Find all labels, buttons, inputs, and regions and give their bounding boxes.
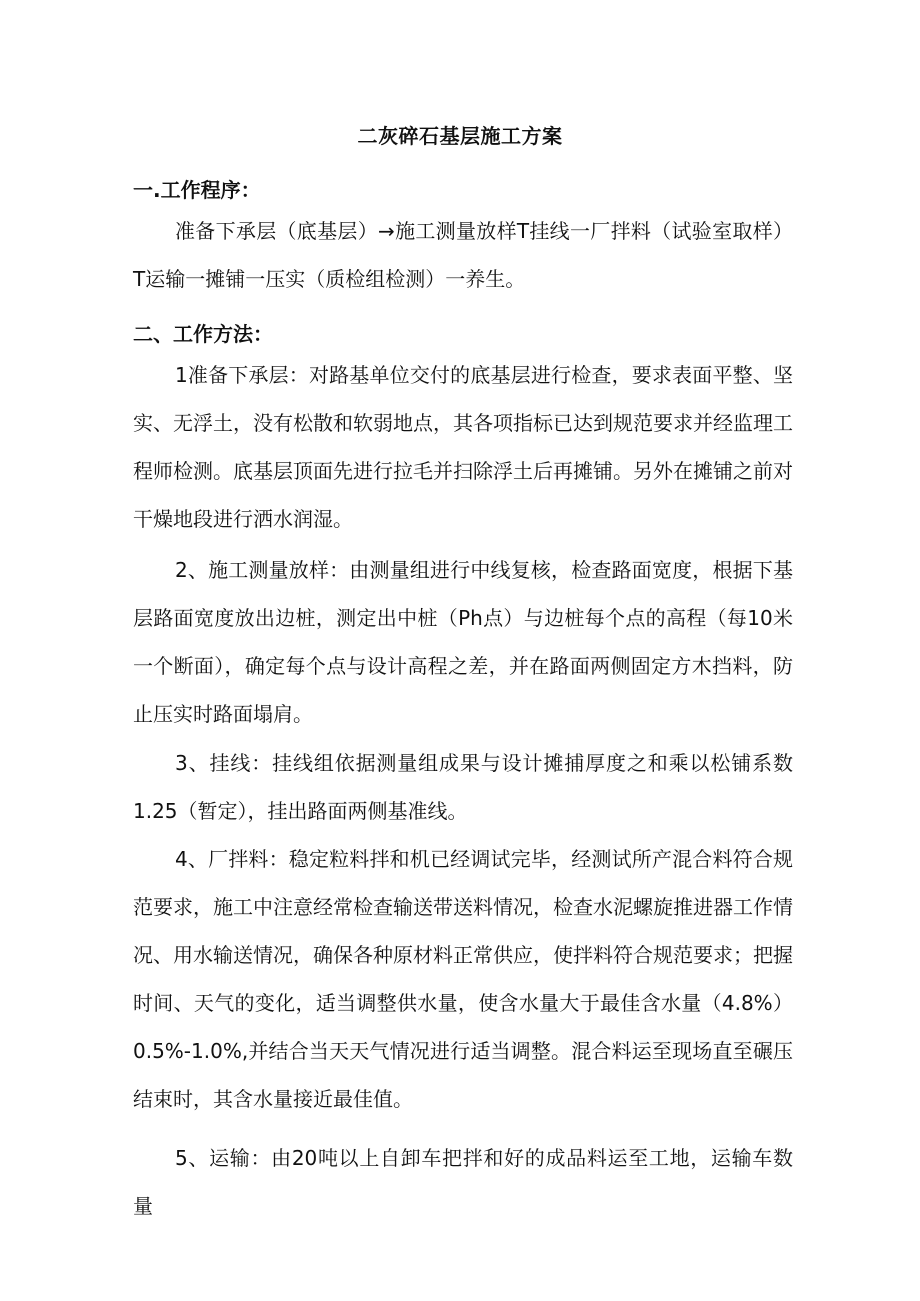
- paragraph-transport: 5、运输：由20吨以上自卸车把拌和好的成品料运至工地，运输车数量: [133, 1146, 793, 1218]
- paragraph-plant-mixing: 4、厂拌料：稳定粒料拌和机已经调试完毕，经测试所产混合料符合规范要求，施工中注意经常检查输送带送料情况，检查水泥螺旋推进器工作情况、用水输送情况，确保各种原材料正常供应，使拌料符合规范要求；把握时间、天气的变化，适当调整供水量，使含水量大于最佳含水量（4.8%）0.5%-1.0%,并结合当天天气情况进行适当调整。混合料运至现场直至碾压结束时，其含水量接近最佳值。: [133, 847, 793, 1111]
- section-heading-methods: 二、工作方法：: [133, 322, 273, 346]
- section-heading-procedure: 一.工作程序：: [133, 178, 261, 202]
- paragraph-prepare-lower-layer: 1准备下承层：对路基单位交付的底基层进行检查，要求表面平整、坚实、无浮土，没有松散和软弱地点，其各项指标已达到规范要求并经监理工程师检测。底基层顶面先进行拉毛并扫除浮土后再摊铺。另外在摊铺之前对干燥地段进行洒水润湿。: [133, 363, 793, 531]
- paragraph-stringline: 3、挂线：挂线组依据测量组成果与设计摊捕厚度之和乘以松铺系数1.25（暂定），挂出路面两侧基准线。: [133, 751, 793, 823]
- paragraph-procedure-steps: 准备下承层（底基层）→施工测量放样T挂线一厂拌料（试验室取样）T运输一摊铺一压实（质检组检测）一养生。: [133, 219, 793, 291]
- document-title: 二灰碎石基层施工方案: [357, 124, 563, 148]
- paragraph-survey-layout: 2、施工测量放样：由测量组进行中线复核，检查路面宽度，根据下基层路面宽度放出边桩，测定出中桩（Ph点）与边桩每个点的高程（每10米一个断面），确定每个点与设计高程之差，并在路面两侧固定方木挡料，防止压实时路面塌肩。: [133, 558, 793, 726]
